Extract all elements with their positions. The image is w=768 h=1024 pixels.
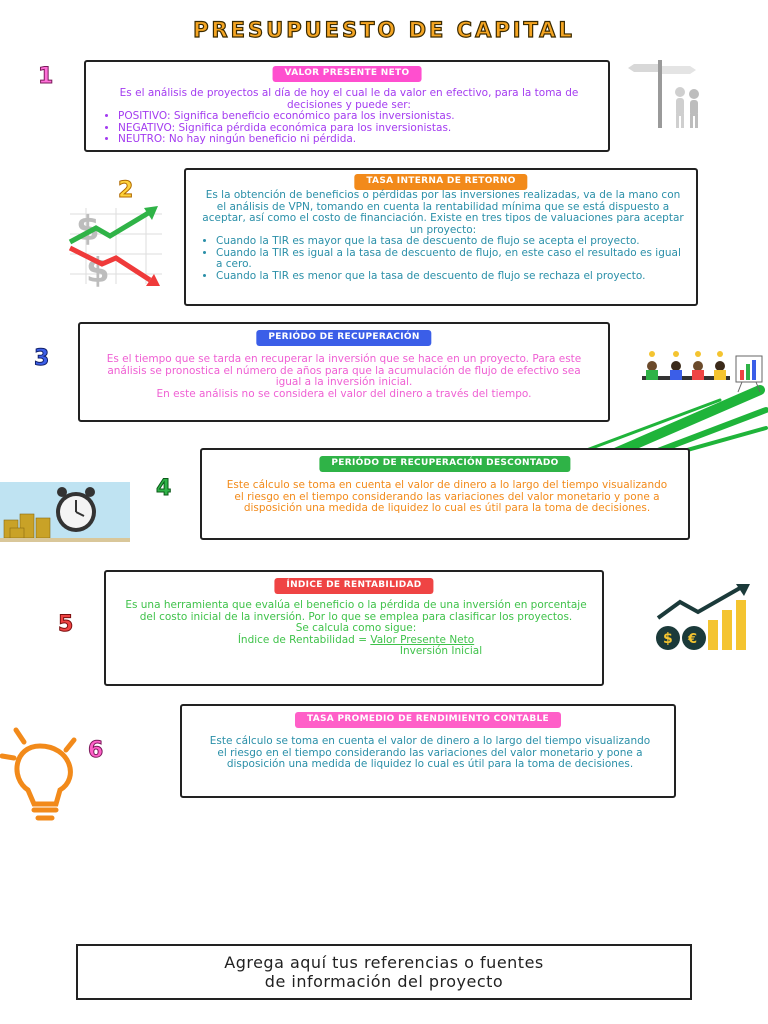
section-3-body: Es el tiempo que se tarda en recuperar la inversión que se hace en un proyecto. Para este análisis se pronostica el número de años para que la acumulación de flujo de efectivo sea igual a la inversión inicial. [106,353,582,388]
list-item: • NEUTRO: No hay ningún beneficio ni pérdida. [118,134,596,146]
section-tasa-interna-de-retorno [184,168,698,306]
references-box [76,944,692,1000]
section-number-3: 3 [34,346,50,371]
svg-text:$: $ [86,251,110,288]
svg-text:€: € [688,632,698,647]
section-title-3: PERIÓDO DE RECUPERACIÓN [256,330,431,346]
section-6-body: Este cálculo se toma en cuenta el valor de dinero a lo largo del tiempo visualizando el riesgo en el tiempo considerando las variaciones del valor monetario y pone a disposición una medida de liquidez lo cual es útil para la toma de decisiones. [209,735,651,770]
growth-chart-icon [654,582,762,652]
section-periodo-recuperacion-descontado [200,448,690,540]
section-number-5: 5 [58,612,74,637]
section-indice-de-rentabilidad [104,570,604,686]
section-number-4: 4 [156,476,172,501]
formula-numerator: Valor Presente Neto [370,633,475,646]
signpost-people-icon [614,56,704,132]
meeting-icon [636,350,766,394]
section-title-4: PERIÓDO DE RECUPERACIÓN DESCONTADO [319,456,570,472]
section-number-1: 1 [38,64,54,89]
svg-text:$: $ [76,209,100,249]
section-5-body: Es una herramienta que evalúa el beneficio o la pérdida de una inversión en porcentaje del costo inicial de la inversión. Por lo que se emplea para clasificar los proyectos. [125,599,587,623]
formula-line [122,635,590,647]
list-item: • Cuando la TIR es mayor que la tasa de descuento de flujo se acepta el proyecto. [216,236,686,248]
section-4-body: Este cálculo se toma en cuenta el valor de dinero a lo largo del tiempo visualizando el riesgo en el tiempo considerando las variaciones del valor monetario y pone a disposición una medida de liquidez lo cual es útil para la toma de decisiones. [226,479,668,514]
coins-clock-icon [0,482,130,542]
section-tasa-promedio-rendimiento-contable [180,704,676,798]
section-title-2: TASA INTERNA DE RETORNO [354,174,527,190]
formula-denominator: Inversión Inicial [399,645,483,657]
list-item: • Cuando la TIR es menor que la tasa de descuento de flujo se rechaza el proyecto. [216,271,686,283]
page-title: PRESUPUESTO DE CAPITAL [193,18,575,42]
section-1-intro: Es el análisis de proyectos al día de hoy el cual le da valor en efectivo, para la toma de decisiones y puede ser: [119,87,579,111]
section-number-2: 2 [118,178,134,203]
section-valor-presente-neto [84,60,610,152]
section-2-intro: Es la obtención de beneficios o pérdidas por las inversiones realizadas, va de la mano con el análisis de VPN, tomando en cuenta la rentabilidad mínima que se está dispuesto a aceptar, así como el costo de financiación. Existe en tres tipos de valuaciones para aceptar un proyecto: [202,189,684,236]
list-item: • NEGATIVO: Significa pérdida económica para los inversionistas. [118,123,596,135]
references-line-2: de información del proyecto [264,972,504,991]
references-line-1: Agrega aquí tus referencias o fuentes [224,953,544,972]
dollar-up-down-icon [66,204,166,288]
list-item: • Cuando la TIR es igual a la tasa de descuento de flujo, en este caso el resultado es igual a cero. [216,248,686,271]
section-5-formula-intro: Se calcula como sigue: [295,622,417,634]
section-periodo-de-recuperacion [78,322,610,422]
section-title-6: TASA PROMEDIO DE RENDIMIENTO CONTABLE [295,712,561,728]
list-item: • POSITIVO: Significa beneficio económico para los inversionistas. [118,111,596,123]
section-number-6: 6 [88,738,104,763]
formula-label: Índice de Rentabilidad = [237,633,371,646]
svg-text:$: $ [663,631,673,647]
lightbulb-icon [0,726,100,822]
section-title-1: VALOR PRESENTE NETO [273,66,422,82]
section-title-5: ÍNDICE DE RENTABILIDAD [274,578,433,594]
section-3-note: En este análisis no se considera el valor del dinero a través del tiempo. [156,387,532,400]
